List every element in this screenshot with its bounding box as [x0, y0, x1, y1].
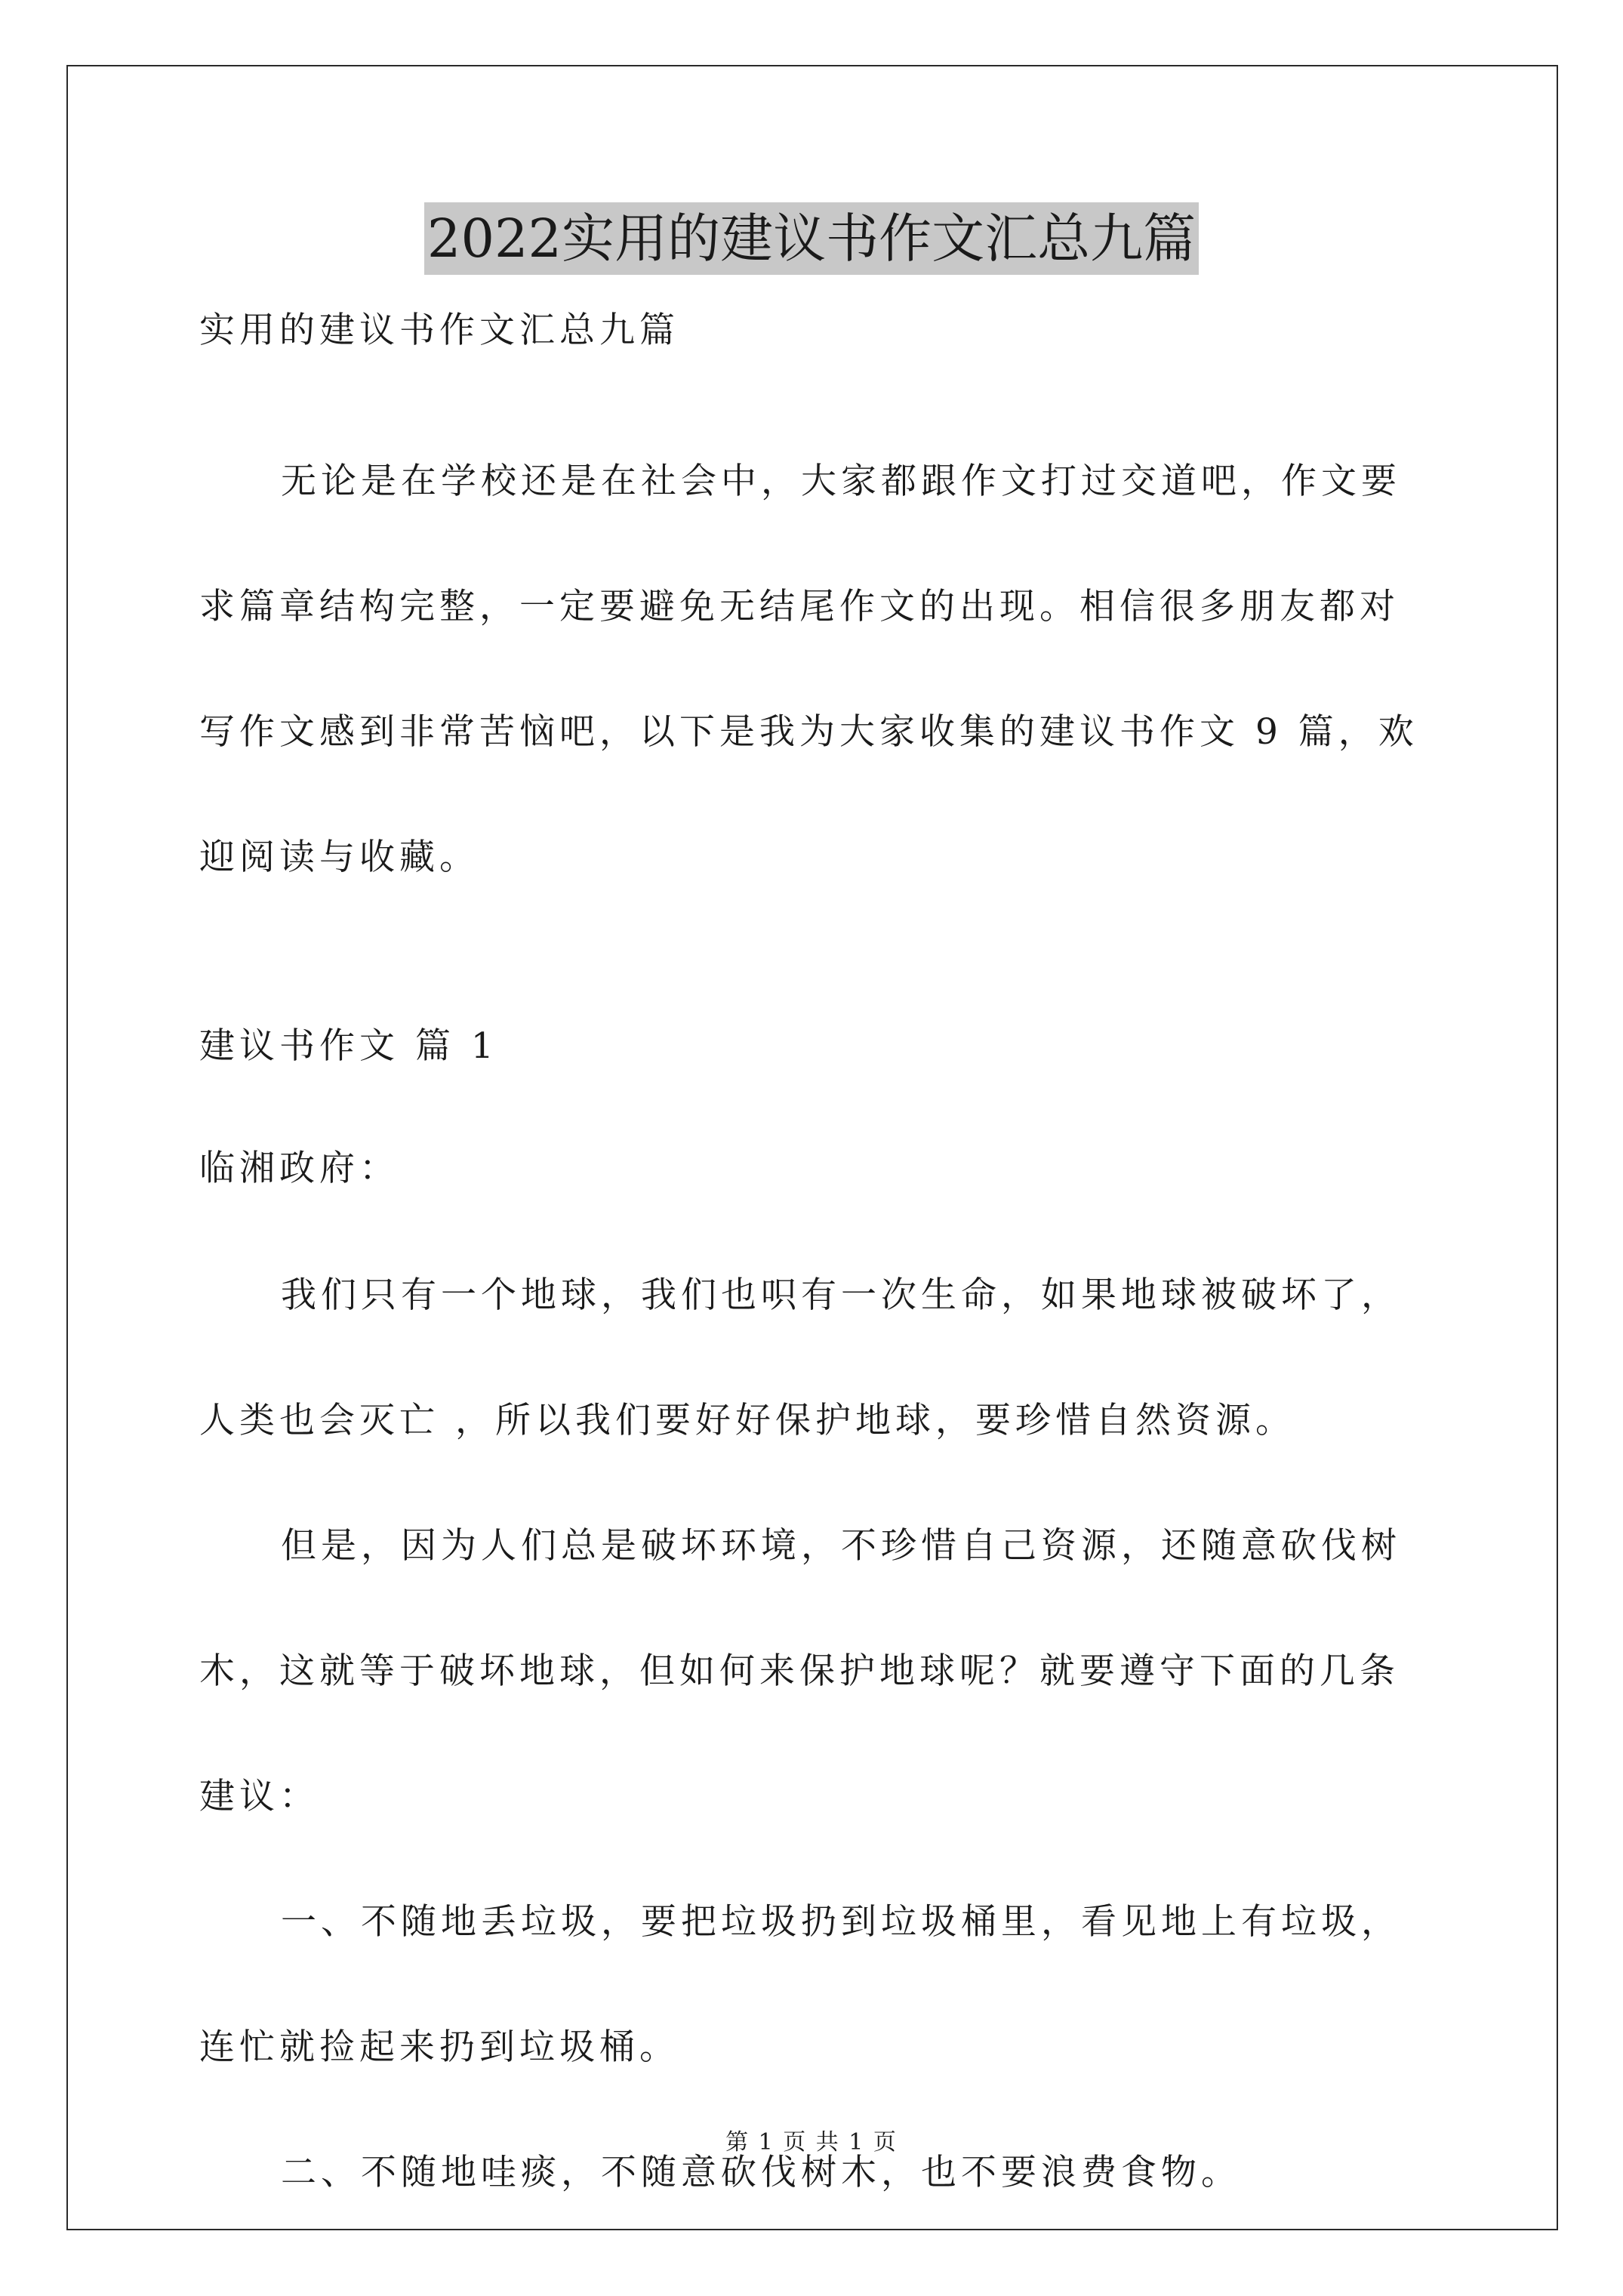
page-footer: 第 1 页 共 1 页	[725, 2129, 898, 2156]
body-line-4: 木，这就等于破坏地球，但如何来保护地球呢？就要遵守下面的几条	[199, 1650, 1400, 1692]
body-line-1: 我们只有一个地球，我们也呮有一次生命，如果地球被破坏了，	[281, 1274, 1401, 1316]
body-line-2: 人类也会灭亡 ，所以我们要好好保护地球，要珍惜自然资源。	[199, 1400, 1295, 1441]
intro-line-3: 写作文感到非常苦恼吧，以下是我为大家收集的建议书作文 9 篇，欢	[199, 711, 1418, 753]
salutation: 临湘政府：	[199, 1148, 399, 1189]
title-container	[0, 202, 1623, 275]
body-line-6: 一、不随地丢垃圾，要把垃圾扔到垃圾桶里，看见地上有垃圾，	[281, 1901, 1401, 1943]
body-line-5: 建议：	[199, 1776, 319, 1817]
body-line-8: 二、不随地哇痰，不随意砍伐树木，也不要浪费食物。	[281, 2152, 1241, 2193]
intro-line-2: 求篇章结构完整，一定要避免无结尾作文的出现。相信很多朋友都对	[199, 586, 1400, 627]
document-title: 2022实用的建议书作文汇总九篇	[424, 202, 1199, 275]
body-line-7: 连忙就捡起来扔到垃圾桶。	[199, 2026, 679, 2068]
intro-line-1: 无论是在学校还是在社会中，大家都跟作文打过交道吧，作文要	[281, 461, 1401, 502]
section-heading: 建议书作文 篇 1	[199, 1025, 498, 1067]
subtitle: 实用的建议书作文汇总九篇	[199, 310, 679, 351]
intro-line-4: 迎阅读与收藏。	[199, 837, 479, 878]
body-line-3: 但是，因为人们总是破坏环境，不珍惜自己资源，还随意砍伐树	[281, 1525, 1401, 1567]
